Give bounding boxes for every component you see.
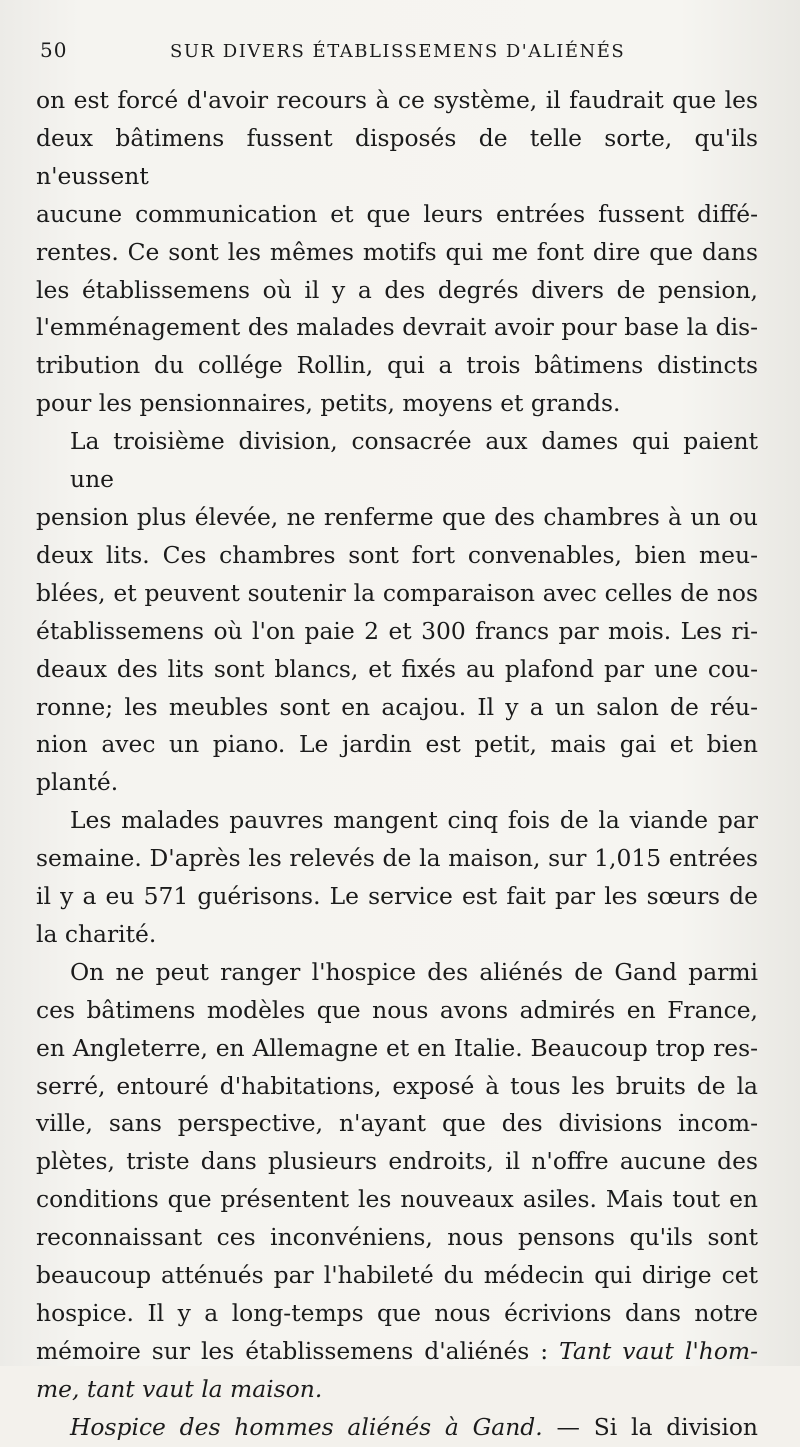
text-line: pour les pensionnaires, petits, moyens et grands.: [36, 389, 621, 418]
text-line: tribution du collége Rollin, qui a trois bâtimens distincts: [36, 351, 758, 380]
text-line: semaine. D'après les relevés de la maison, sur 1,015 entrées: [36, 844, 758, 873]
text-line: deux bâtimens fussent disposés de telle sorte, qu'ils n'eussent: [36, 123, 758, 190]
text-line: [36, 1371, 758, 1409]
text-line: deux lits. Ces chambres sont fort convenables, bien meu-: [36, 540, 758, 569]
text-line: les établissemens où il y a des degrés divers de pension,: [36, 275, 758, 304]
text-line: hospice. Il y a long-temps que nous écrivions dans notre: [36, 1299, 758, 1327]
text-line: l'emménagement des malades devrait avoir pour base la dis-: [36, 313, 758, 342]
running-title: SUR DIVERS ÉTABLISSEMENS D'ALIÉNÉS: [170, 41, 626, 62]
section-title: Hospice des hommes aliénés à Gand.: [70, 1412, 543, 1441]
text-line: conditions que présentent les nouveaux asiles. Mais tout en: [36, 1185, 758, 1214]
text-fragment: mémoire sur les établissemens d'aliénés :: [36, 1336, 549, 1365]
text-line: ces bâtimens modèles que nous avons admirés en France,: [36, 995, 758, 1024]
text-line: il y a eu 571 guérisons. Le service est fait par les sœurs de: [36, 882, 758, 911]
text-line: rentes. Ce sont les mêmes motifs qui me font dire que dans: [36, 237, 758, 266]
text-line: aucune communication et que leurs entrées fussent diffé-: [36, 199, 758, 228]
text-line: établissemens où l'on paie 2 et 300 francs par mois. Les ri-: [36, 616, 758, 645]
text-line: ronne; les meubles sont en acajou. Il y a un salon de réu-: [36, 692, 758, 721]
italic-quote: Tant vaut l'hom-: [559, 1336, 758, 1365]
paragraph-start-line: On ne peut ranger l'hospice des aliénés de Gand parmi: [70, 957, 758, 986]
section-heading-line: [36, 1409, 758, 1447]
body-text: [36, 82, 758, 1447]
text-line: pension plus élevée, ne renferme que des chambres à un ou: [36, 502, 758, 531]
text-line: blées, et peuvent soutenir la comparaison avec celles de nos: [36, 578, 758, 607]
text-line: on est forcé d'avoir recours à ce système, il faudrait que les: [36, 86, 758, 114]
italic-quote: me, tant vaut la maison.: [36, 1374, 323, 1403]
paragraph-start-line: La troisième division, consacrée aux dames qui paient une: [70, 427, 758, 494]
text-line: en Angleterre, en Allemagne et en Italie. Beaucoup trop res-: [36, 1033, 758, 1062]
text-line: la charité.: [36, 919, 157, 948]
text-fragment: — Si la division: [556, 1412, 758, 1441]
page-number: 50: [40, 38, 68, 62]
text-line: beaucoup atténués par l'habileté du médecin qui dirige cet: [36, 1261, 758, 1290]
text-line: reconnaissant ces inconvéniens, nous pensons qu'ils sont: [36, 1223, 758, 1252]
text-line: [36, 1333, 758, 1371]
text-line: serré, entouré d'habitations, exposé à tous les bruits de la: [36, 1071, 758, 1100]
paragraph-start-line: Les malades pauvres mangent cinq fois de la viande par: [70, 806, 758, 835]
text-line: nion avec un piano. Le jardin est petit, mais gai et bien: [36, 730, 758, 759]
text-line: deaux des lits sont blancs, et fixés au plafond par une cou-: [36, 654, 758, 683]
text-line: ville, sans perspective, n'ayant que des divisions incom-: [36, 1109, 758, 1138]
text-line: plètes, triste dans plusieurs endroits, il n'offre aucune des: [36, 1147, 758, 1176]
text-line: planté.: [36, 768, 119, 797]
